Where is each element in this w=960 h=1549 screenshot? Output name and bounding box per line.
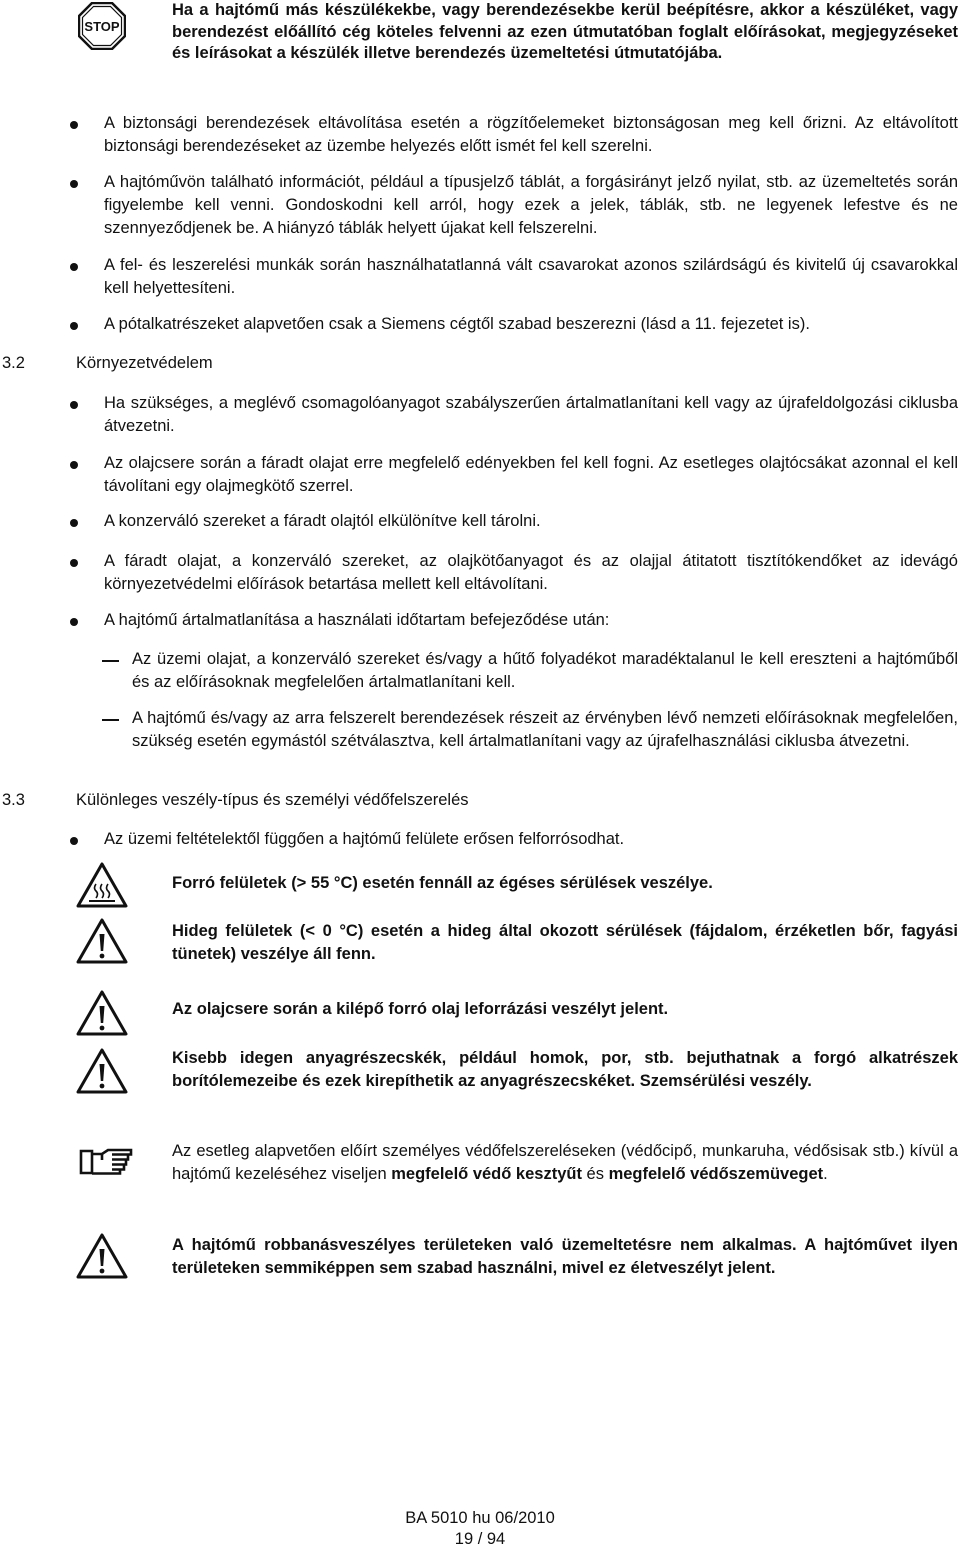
stop-sign-text: STOP — [84, 19, 120, 34]
hot-surface-warning-icon — [76, 862, 128, 908]
list-item: A hajtóművön található információt, például a típusjelző táblát, a forgásirányt jelző nyilat, stb. az üzemeltetés során figyelembe kell venni. Gondoskodni kell arról, hogy ezek a jelek, táblák, stb. ne legyenek lefestve és ne szennyeződjenek be. A hiányzó táblák helyett újakat kell felszerelni. — [104, 173, 958, 237]
bullet-marker — [70, 461, 78, 469]
bullet-marker — [70, 559, 78, 567]
list-item: A pótalkatrészeket alapvetően csak a Siemens cégtől szabad beszerezni (lásd a 11. fejezetet is). — [104, 315, 810, 333]
stop-sign-icon — [78, 2, 126, 50]
footer-page-number: 19 / 94 — [454, 1530, 506, 1548]
ppe-gloves: megfelelő védő kesztyűt — [391, 1165, 582, 1183]
intro-text: Ha a hajtómű más készülékekbe, vagy berendezésekbe kerül beépítésre, akkor a készüléket, vagy berendezést előállító cég köteles felvenni az ezen útmutatóban foglalt előírásokat, megjegyzéseket és leírásokat a készülék illetve berendezés üzemeltetési útmutatójába. — [172, 1, 958, 63]
ppe-text-2: és — [581, 1165, 609, 1183]
ppe-text-1: Az esetleg alapvetően előírt személyes védőfelszereléseken (védőcipő, munkaruha, védősisak stb.) kívül a hajtómű kezeléséhez viseljen — [172, 1142, 958, 1183]
list-item: A biztonsági berendezések eltávolítása esetén a rögzítőelemeket biztonságosan meg kell őrizni. Az eltávolított biztonsági berendezéseket az üzembe helyezés előtt ismét fel kell szerelni. — [104, 114, 958, 155]
ppe-note — [172, 1140, 958, 1186]
sub-list-item: Az üzemi olajat, a konzerváló szereket és/vagy a hűtő folyadékot maradéktalanul le kell ereszteni a hajtóműből és az előírásoknak megfelelően ártalmatlanítani kell. — [132, 650, 958, 691]
bullet-marker — [70, 180, 78, 188]
list-item: Az üzemi feltételektől függően a hajtómű felülete erősen felforrósodhat. — [104, 830, 625, 848]
bullet-marker — [70, 401, 78, 409]
warning-text-hot: Forró felületek (> 55 °C) esetén fennáll az égéses sérülések veszélye. — [172, 874, 713, 892]
warning-triangle-icon — [76, 1233, 128, 1279]
section-title: Különleges veszély-típus és személyi védőfelszerelés — [76, 791, 469, 809]
warning-triangle-icon — [76, 990, 128, 1036]
list-item: Az olajcsere során a fáradt olajat erre megfelelő edényekben fel kell fogni. Az esetleges olajtócsákat azonnal el kell távolítani egy olajmegkötő szerrel. — [104, 454, 958, 495]
warning-text-particles: Kisebb idegen anyagrészecskék, például homok, por, stb. bejuthatnak a forgó alkatrészek borítólemezeibe és ezek kirepíthetik az anyagrészecskéket. Szemsérülési veszély. — [172, 1049, 958, 1090]
bullet-marker — [70, 322, 78, 330]
dash-marker — [102, 660, 119, 662]
list-item: Ha szükséges, a meglévő csomagolóanyagot szabályszerűen ártalmatlanítani kell vagy az újrafeldolgozási ciklusba átvezetni. — [104, 394, 958, 435]
list-item: A konzerváló szereket a fáradt olajtól elkülönítve kell tárolni. — [104, 512, 541, 530]
warning-text-oil: Az olajcsere során a kilépő forró olaj leforrázási veszélyt jelent. — [172, 1000, 669, 1018]
section-title: Környezetvédelem — [76, 354, 213, 372]
footer-doc-id: BA 5010 hu 06/2010 — [405, 1509, 555, 1527]
sub-list-item: A hajtómű és/vagy az arra felszerelt berendezések részeit az érvényben lévő nemzeti előírásoknak megfelelően, szükség esetén egymástól szétválasztva, kell ártalmatlanítani vagy az újrafelhasználási ciklusba átvezetni. — [132, 709, 958, 750]
warning-text-cold: Hideg felületek (< 0 °C) esetén a hideg által okozott sérülések (fájdalom, érzéketlen bőr, fagyási tünetek) veszélye áll fenn. — [172, 922, 958, 963]
bullet-marker — [70, 121, 78, 129]
list-item: A fel- és leszerelési munkák során használhatatlanná vált csavarokat azonos szilárdságú és kivitelű új csavarokkal kell helyettesíteni. — [104, 256, 958, 297]
section-number: 3.3 — [2, 791, 25, 809]
pointing-hand-icon — [78, 1146, 134, 1178]
ppe-goggles: megfelelő védőszemüveget — [608, 1165, 824, 1183]
warning-triangle-icon — [76, 918, 128, 964]
ppe-text-3: . — [823, 1165, 828, 1183]
list-item: A hajtómű ártalmatlanítása a használati időtartam befejeződése után: — [104, 611, 610, 629]
bullet-marker — [70, 519, 78, 527]
warning-triangle-icon — [76, 1048, 128, 1094]
bullet-marker — [70, 618, 78, 626]
list-item: A fáradt olajat, a konzerváló szereket, az olajkötőanyagot és az olajjal átitatott tisztítókendőket az idevágó környezetvédelmi előírások betartása mellett kell eltávolítani. — [104, 552, 958, 593]
section-number: 3.2 — [2, 354, 25, 372]
dash-marker — [102, 719, 119, 721]
bullet-marker — [70, 263, 78, 271]
warning-text-explosion: A hajtómű robbanásveszélyes területeken való üzemeltetésre nem alkalmas. A hajtóművet ilyen területeken semmiképpen sem szabad használni, mivel ez életveszélyt jelent. — [172, 1236, 958, 1277]
bullet-marker — [70, 837, 78, 845]
